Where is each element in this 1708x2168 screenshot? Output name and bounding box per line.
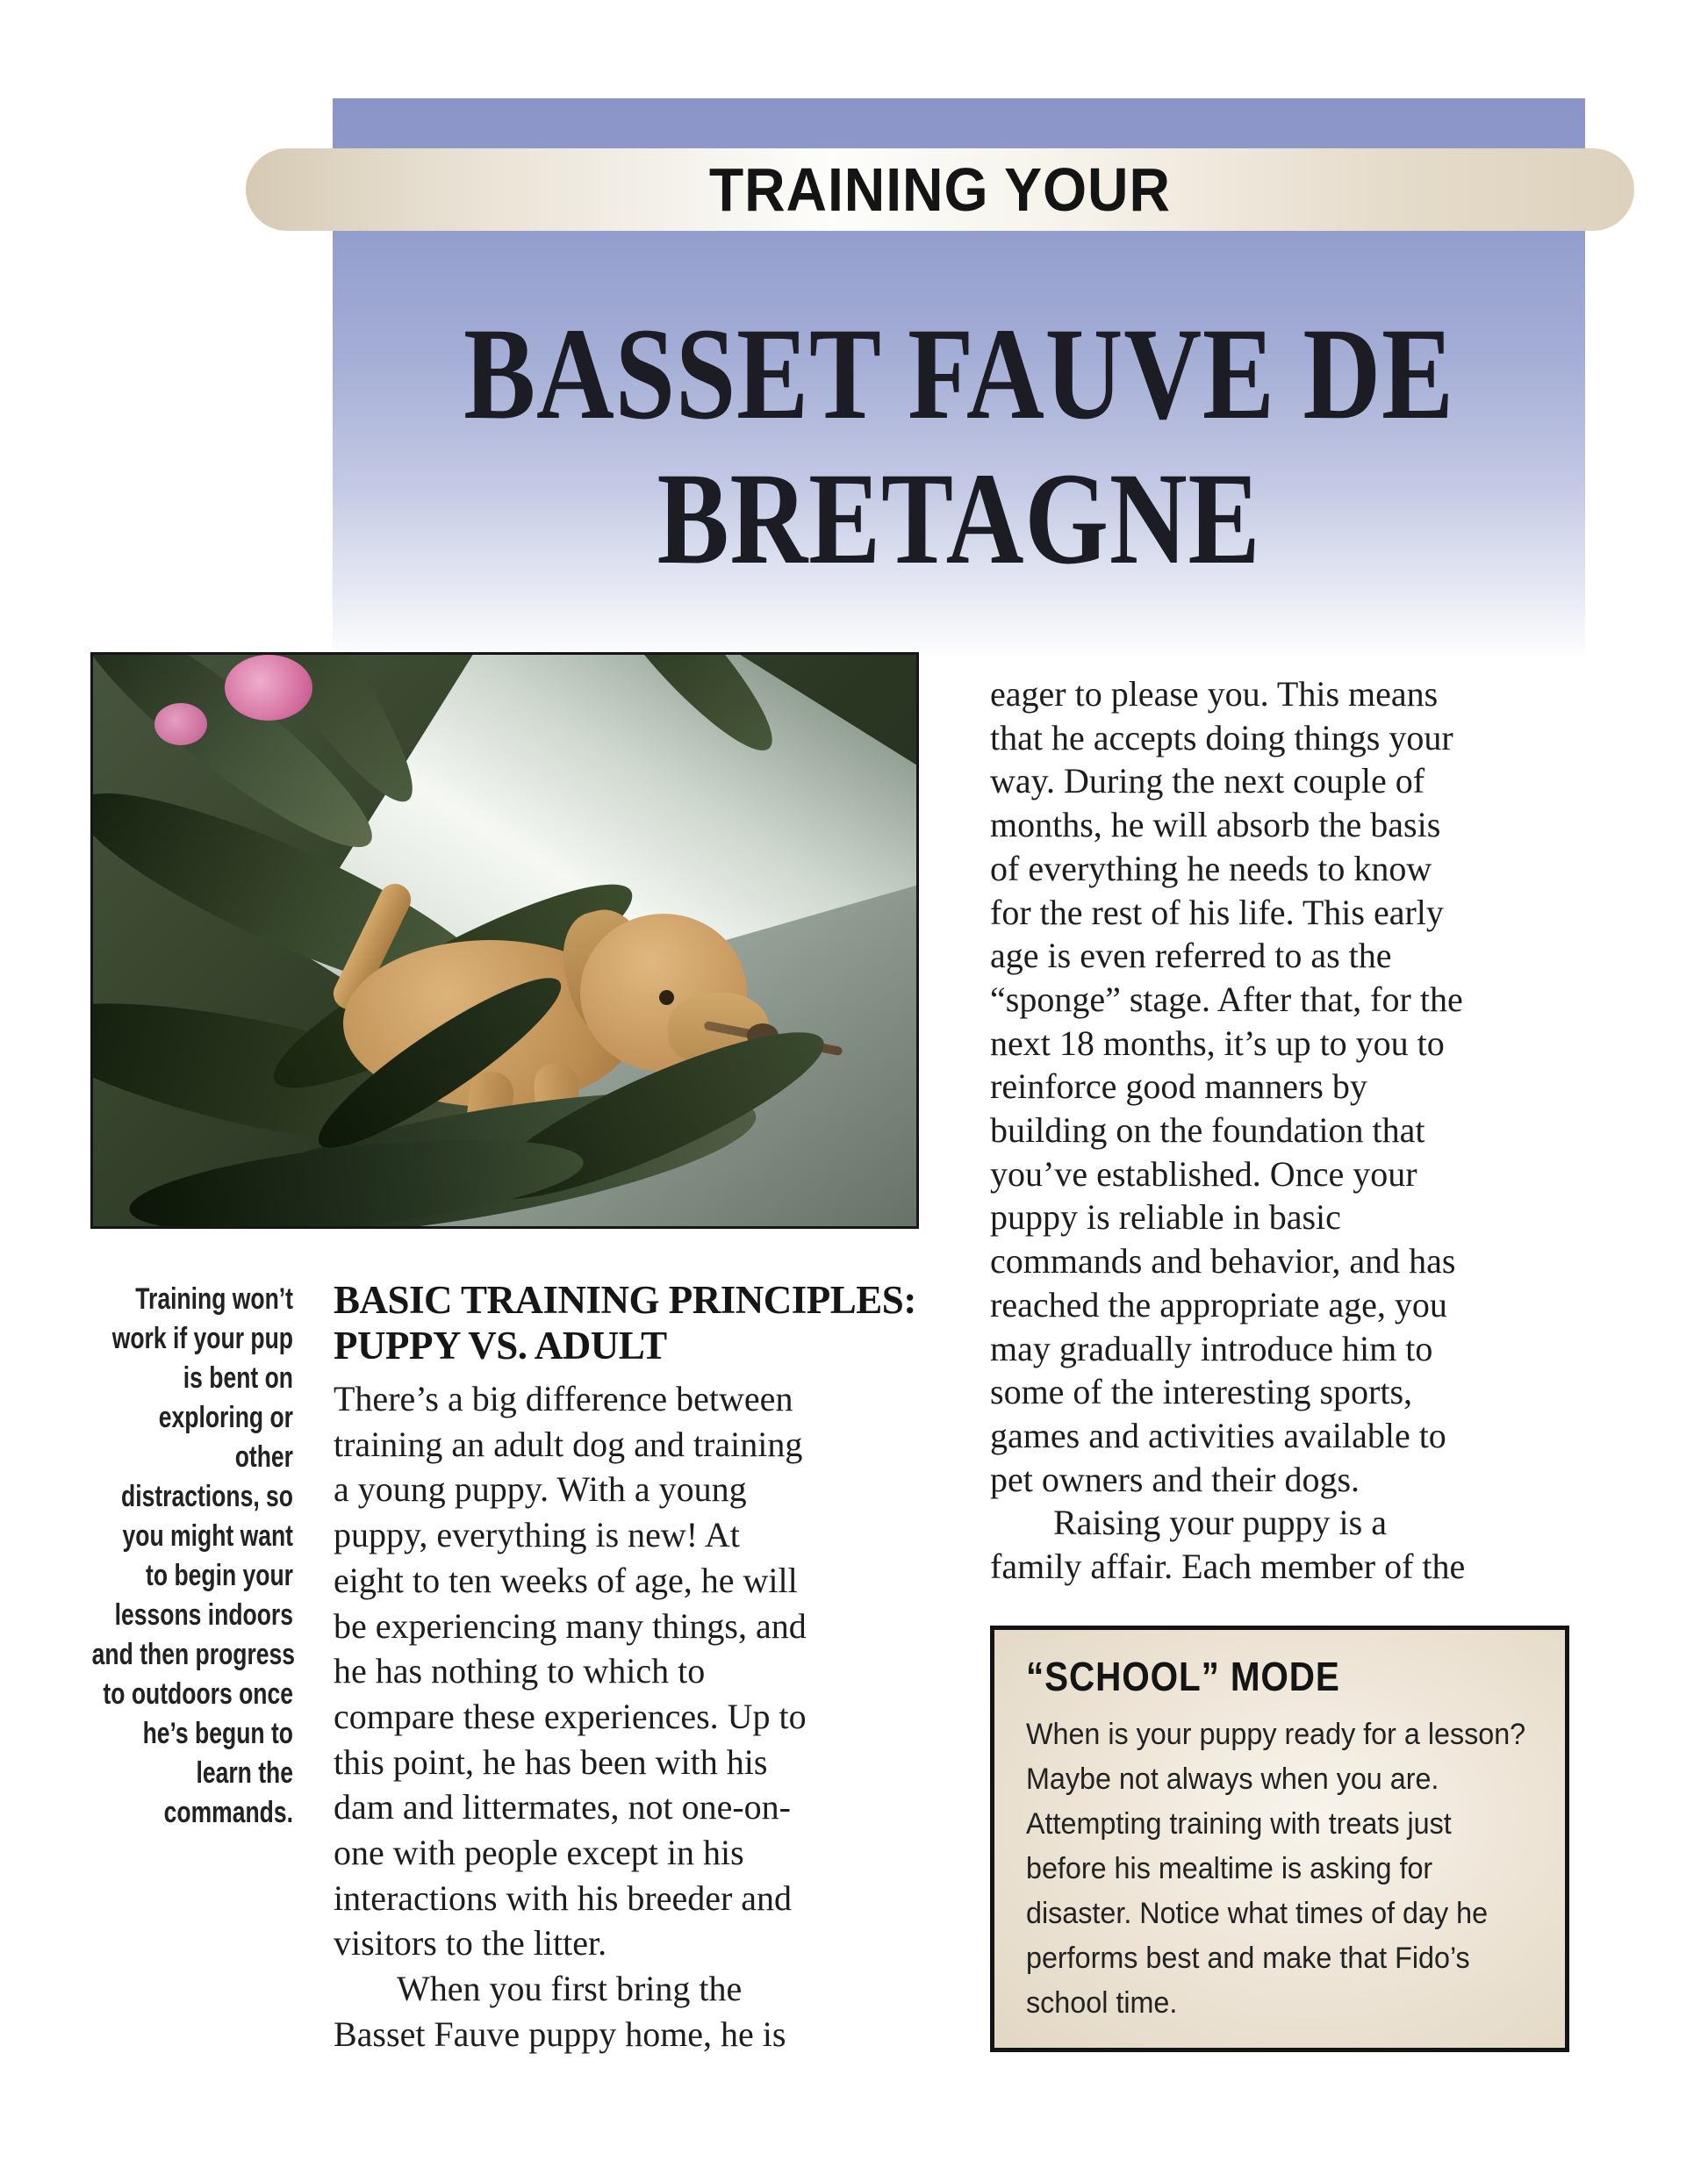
kicker-text: TRAINING YOUR [708,155,1172,224]
chapter-title-line1: BASSET FAUVE DE [463,301,1454,447]
puppy-eye [659,990,674,1005]
photo-flower [225,655,312,721]
article-column-2: eager to please you. This means that he accepts doing things your way. During the next couple of months, he will absorb the basis of everything he needs to know for the rest of his life. This early age is even referred to as the “sponge” stage. After that, for the next 18 months, it’s up to you to reinforce good manners by building on the foundation that you’ve established. Once your puppy is reliable in basic commands and behavior, and has reached the appropriate age, you may gradually introduce him to some of the interesting sports, games and activities available to pet owners and their dogs. Raising your puppy is a family affair. Each member of the [990,674,1466,1587]
puppy-photo [90,652,919,1229]
photo-caption: Training won’t work if your pup is bent on exploring or other distractions, so you might want to begin your lessons indoors and then progress to outdoors once he’s begun to learn the commands. [91,1282,296,1829]
section-heading-line2: PUPPY VS. ADULT [334,1324,667,1368]
article-column-1-text: There’s a big difference between training an adult dog and training a young puppy. With a young puppy, everything is new! At eight to ten weeks of age, he will be experiencing many things, and he has nothing to which to compare these experiences. Up to this point, he has been with his dam and littermates, not one-on- one with people except in his interactions with his breeder and visitors to the litter. When you first bring the Basset Fauve puppy home, he is [334,1379,807,2054]
school-mode-title: “SCHOOL” MODE [1026,1654,1340,1699]
chapter-title-line2: BRETAGNE [657,446,1261,592]
school-mode-box [990,1626,1569,2052]
section-heading-line1: BASIC TRAINING PRINCIPLES: [334,1278,916,1322]
article-column-1 [334,1277,920,2057]
puppy-photo-scene [93,655,916,1226]
section-heading [334,1277,920,1368]
kicker-banner [246,148,1634,231]
photo-flower [154,703,207,745]
school-mode-text: When is your puppy ready for a lesson? Maybe not always when you are. Attempting training with treats just before his mealtime is asking for disaster. Notice what times of day he performs best and make that Fido’s school time. [1026,1718,1526,2020]
